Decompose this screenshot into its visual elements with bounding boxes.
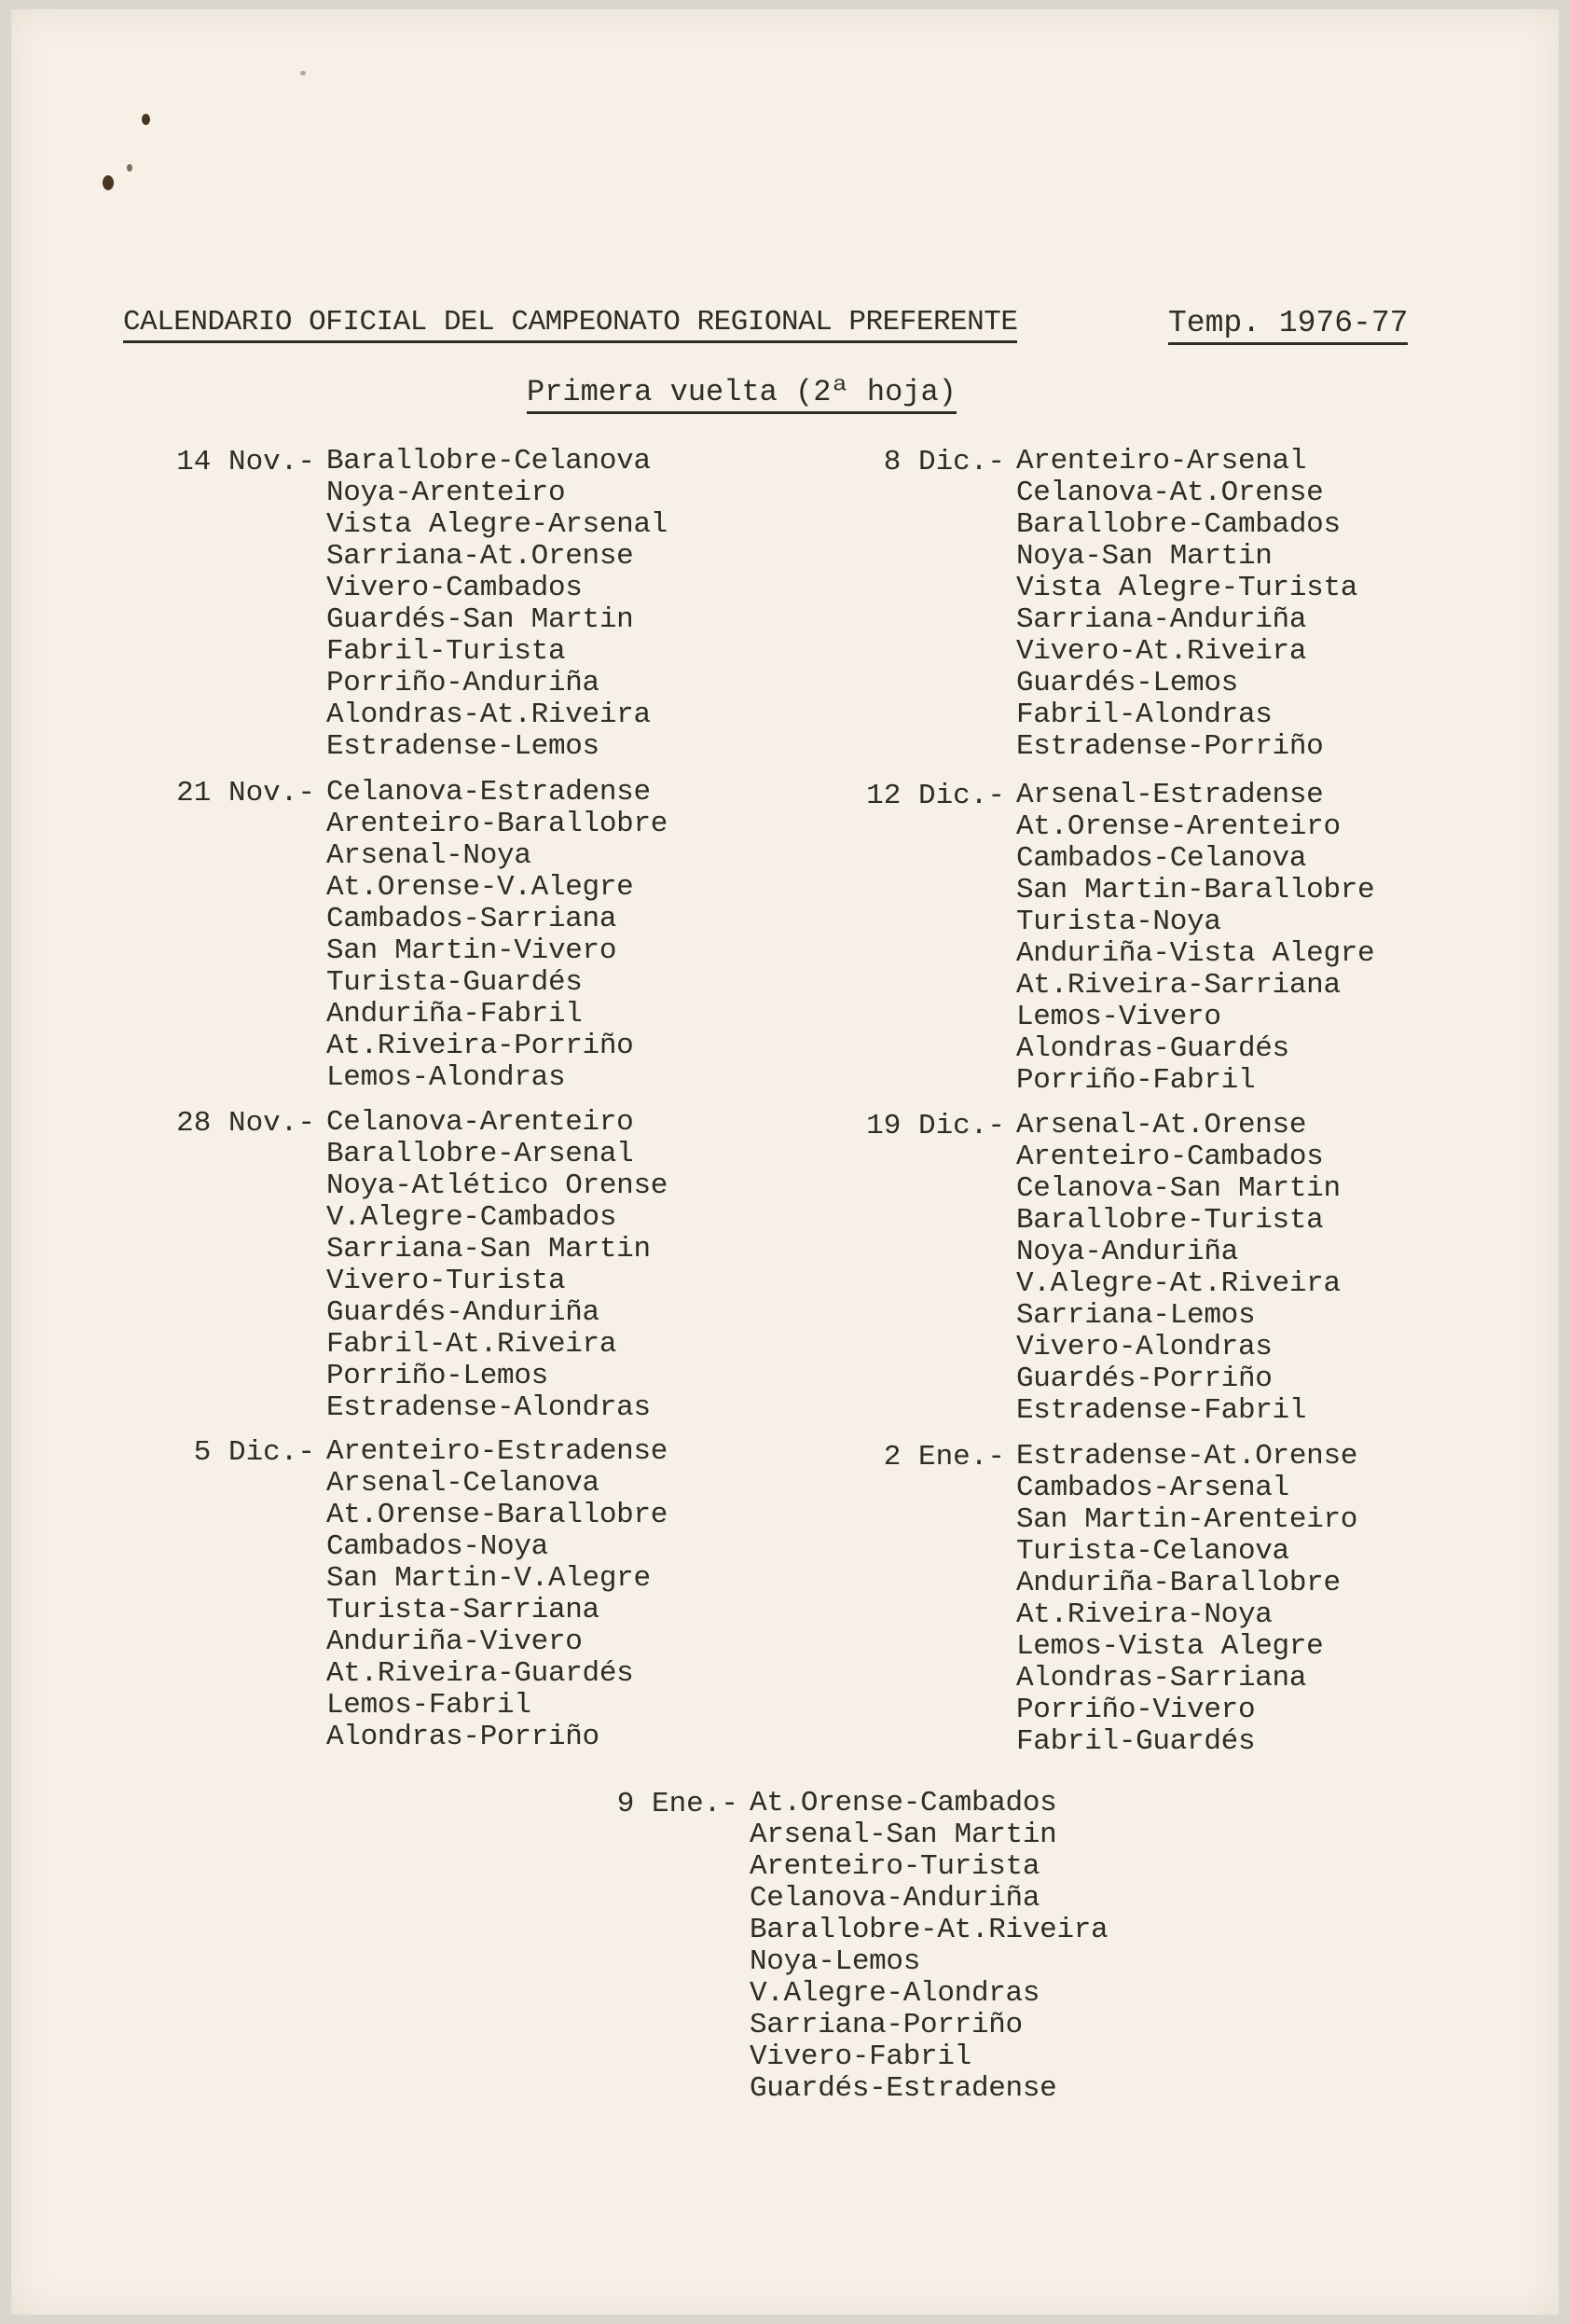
match-line: Anduriña-Vivero xyxy=(326,1625,583,1658)
match-line: Barallobre-Turista xyxy=(1016,1204,1324,1237)
match-line: Porriño-Lemos xyxy=(326,1360,548,1392)
match-line: Arenteiro-Estradense xyxy=(326,1435,668,1468)
match-line: Porriño-Fabril xyxy=(1016,1064,1256,1097)
match-list xyxy=(750,1788,1108,2105)
match-line: Anduriña-Vista Alegre xyxy=(1016,937,1375,970)
match-list xyxy=(326,777,668,1094)
match-line: Alondras-Sarriana xyxy=(1016,1662,1307,1695)
match-line: Turista-Noya xyxy=(1016,906,1221,938)
match-line: Vivero-Cambados xyxy=(326,572,583,604)
match-line: Alondras-Porriño xyxy=(326,1721,599,1753)
match-line: Fabril-Guardés xyxy=(1016,1725,1256,1758)
match-line: Estradense-At.Orense xyxy=(1016,1440,1358,1473)
match-line: Noya-Lemos xyxy=(750,1945,921,1978)
match-line: Estradense-Alondras xyxy=(326,1391,651,1424)
match-list xyxy=(326,1107,668,1424)
match-line: San Martin-Barallobre xyxy=(1016,874,1375,906)
match-list xyxy=(326,446,668,763)
round-date: 5 Dic.- xyxy=(193,1436,315,1469)
ink-stain xyxy=(127,164,132,172)
match-line: V.Alegre-At.Riveira xyxy=(1016,1267,1341,1300)
match-line: At.Orense-V.Alegre xyxy=(326,871,634,904)
match-line: At.Riveira-Porriño xyxy=(326,1030,634,1062)
match-line: San Martin-Arenteiro xyxy=(1016,1503,1358,1536)
round-date: 14 Nov.- xyxy=(176,446,315,478)
match-line: Lemos-Alondras xyxy=(326,1061,566,1094)
match-line: Arenteiro-Turista xyxy=(750,1850,1040,1883)
match-line: Sarriana-At.Orense xyxy=(326,540,634,573)
match-line: Cambados-Noya xyxy=(326,1530,548,1563)
match-line: Alondras-At.Riveira xyxy=(326,699,651,731)
round-date: 28 Nov.- xyxy=(176,1107,315,1140)
match-line: Fabril-Turista xyxy=(326,635,566,668)
match-line: Fabril-Alondras xyxy=(1016,699,1273,731)
match-line: Sarriana-Porriño xyxy=(750,2009,1023,2041)
match-line: Guardés-Porriño xyxy=(1016,1363,1273,1395)
match-line: Arsenal-San Martin xyxy=(750,1819,1057,1851)
match-line: Arsenal-At.Orense xyxy=(1016,1109,1307,1141)
round-date: 19 Dic.- xyxy=(866,1110,1005,1142)
ink-stain xyxy=(103,175,114,190)
match-line: Celanova-San Martin xyxy=(1016,1172,1341,1205)
match-line: Barallobre-Arsenal xyxy=(326,1138,634,1170)
match-line: Arenteiro-Barallobre xyxy=(326,808,668,840)
match-line: Cambados-Celanova xyxy=(1016,842,1307,875)
match-line: Lemos-Fabril xyxy=(326,1689,531,1722)
match-line: Guardés-San Martin xyxy=(326,603,634,636)
match-line: Anduriña-Fabril xyxy=(326,998,583,1031)
match-line: Arenteiro-Cambados xyxy=(1016,1141,1324,1173)
match-line: Estradense-Fabril xyxy=(1016,1394,1307,1427)
match-line: Arsenal-Celanova xyxy=(326,1467,599,1500)
match-line: V.Alegre-Cambados xyxy=(326,1201,617,1234)
match-line: Sarriana-San Martin xyxy=(326,1233,651,1266)
match-line: Porriño-Anduriña xyxy=(326,667,599,699)
match-line: Vivero-Fabril xyxy=(750,2040,971,2073)
match-line: San Martin-Vivero xyxy=(326,934,617,967)
match-line: At.Orense-Barallobre xyxy=(326,1499,668,1531)
match-line: At.Orense-Arenteiro xyxy=(1016,810,1341,843)
match-list xyxy=(1016,780,1374,1097)
match-list xyxy=(1016,446,1357,763)
match-line: Celanova-Anduriña xyxy=(750,1882,1040,1915)
match-line: Anduriña-Barallobre xyxy=(1016,1567,1341,1599)
match-line: Barallobre-Celanova xyxy=(326,445,651,477)
round-date: 2 Ene.- xyxy=(883,1441,1005,1473)
ink-stain xyxy=(142,114,150,125)
match-line: Sarriana-Lemos xyxy=(1016,1299,1256,1332)
match-line: Noya-San Martin xyxy=(1016,540,1273,573)
match-line: Arenteiro-Arsenal xyxy=(1016,445,1307,477)
round-date: 12 Dic.- xyxy=(866,780,1005,812)
match-line: At.Riveira-Noya xyxy=(1016,1598,1273,1631)
match-line: Vivero-Turista xyxy=(326,1265,566,1297)
match-line: Arsenal-Noya xyxy=(326,839,531,872)
match-line: Porriño-Vivero xyxy=(1016,1694,1256,1726)
document-subtitle: Primera vuelta (2ª hoja) xyxy=(527,375,957,414)
match-line: Noya-Anduriña xyxy=(1016,1236,1238,1268)
match-line: Estradense-Porriño xyxy=(1016,730,1324,763)
match-line: Noya-Arenteiro xyxy=(326,477,566,509)
match-line: Turista-Guardés xyxy=(326,966,583,999)
round-date: 9 Ene.- xyxy=(616,1788,738,1820)
match-line: Barallobre-At.Riveira xyxy=(750,1914,1109,1946)
match-line: Cambados-Arsenal xyxy=(1016,1472,1289,1504)
match-line: Vivero-Alondras xyxy=(1016,1331,1273,1363)
match-list xyxy=(1016,1441,1357,1758)
match-line: Celanova-At.Orense xyxy=(1016,477,1324,509)
match-line: Barallobre-Cambados xyxy=(1016,508,1341,541)
match-line: Estradense-Lemos xyxy=(326,730,599,763)
match-line: Fabril-At.Riveira xyxy=(326,1328,617,1361)
match-line: Lemos-Vivero xyxy=(1016,1001,1221,1033)
match-line: At.Orense-Cambados xyxy=(750,1787,1057,1819)
match-line: Vivero-At.Riveira xyxy=(1016,635,1307,668)
match-line: Guardés-Anduriña xyxy=(326,1296,599,1329)
match-line: Lemos-Vista Alegre xyxy=(1016,1630,1324,1663)
match-line: Celanova-Arenteiro xyxy=(326,1106,634,1139)
match-line: V.Alegre-Alondras xyxy=(750,1977,1040,2010)
match-line: Cambados-Sarriana xyxy=(326,903,617,935)
match-line: Vista Alegre-Arsenal xyxy=(326,508,668,541)
match-line: San Martin-V.Alegre xyxy=(326,1562,651,1595)
round-date: 21 Nov.- xyxy=(176,777,315,809)
match-line: Alondras-Guardés xyxy=(1016,1032,1289,1065)
match-line: At.Riveira-Guardés xyxy=(326,1657,634,1690)
season-label: Temp. 1976-77 xyxy=(1168,306,1408,345)
match-line: Guardés-Estradense xyxy=(750,2072,1057,2105)
match-line: Turista-Celanova xyxy=(1016,1535,1289,1568)
match-list xyxy=(1016,1110,1341,1427)
document-title: CALENDARIO OFICIAL DEL CAMPEONATO REGIONAL PREFERENTE xyxy=(123,306,1017,343)
round-date: 8 Dic.- xyxy=(883,446,1005,478)
match-line: At.Riveira-Sarriana xyxy=(1016,969,1341,1002)
match-list xyxy=(326,1436,668,1753)
document-header xyxy=(110,306,1415,354)
match-line: Celanova-Estradense xyxy=(326,776,651,809)
match-line: Sarriana-Anduriña xyxy=(1016,603,1307,636)
match-line: Guardés-Lemos xyxy=(1016,667,1238,699)
ink-stain xyxy=(300,71,306,76)
match-line: Arsenal-Estradense xyxy=(1016,779,1324,811)
match-line: Noya-Atlético Orense xyxy=(326,1169,668,1202)
match-line: Vista Alegre-Turista xyxy=(1016,572,1358,604)
match-line: Turista-Sarriana xyxy=(326,1594,599,1626)
